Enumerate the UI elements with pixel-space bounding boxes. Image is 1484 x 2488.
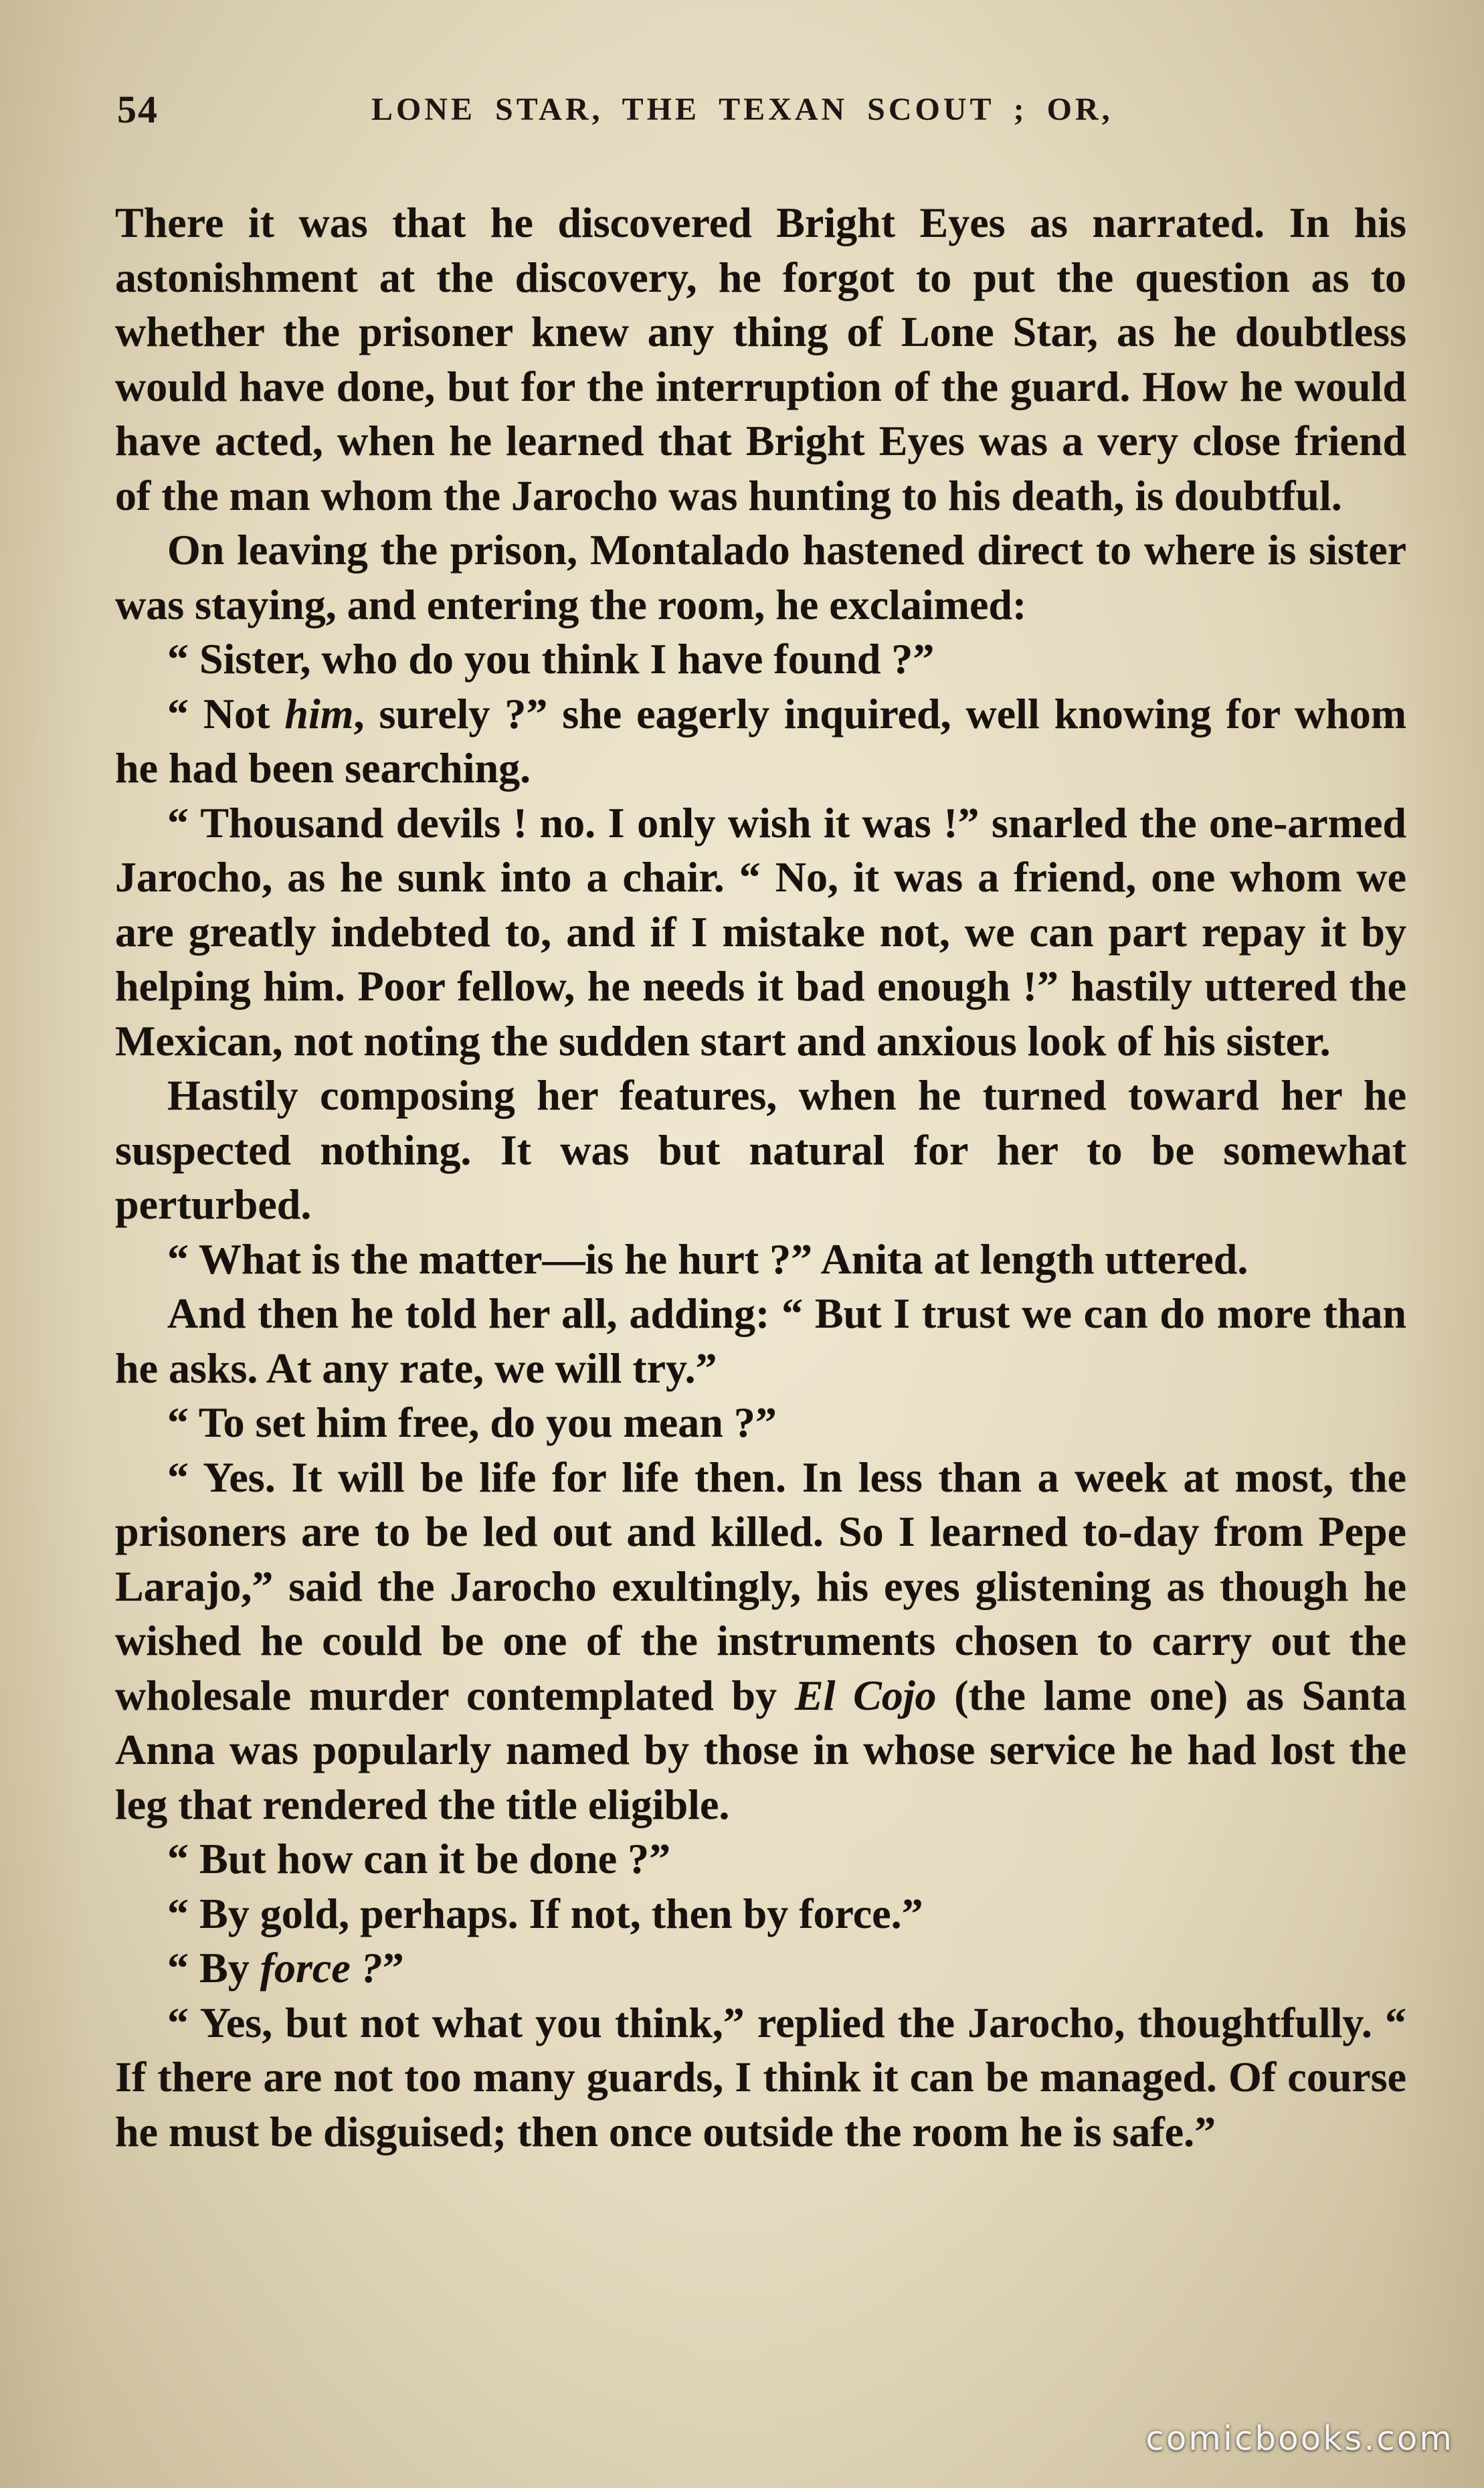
paragraph: Hastily composing her features, when he turned toward her he suspected nothing. It was but natural for her to be somewhat perturbed. — [115, 1071, 1406, 1228]
paragraph: “ But how can it be done ?” — [167, 1835, 671, 1882]
page-header — [117, 87, 1422, 147]
paragraph — [115, 687, 1406, 796]
paragraph: “ By gold, perhaps. If not, then by force.” — [167, 1889, 923, 1937]
paragraph-text: , surely ?” she eagerly inquired, well knowing for whom he had been searching. — [115, 689, 1407, 792]
paragraph: There it was that he discovered Bright Eyes as narrated. In his astonishment at the discovery, he forgot to put the question as to whether the prisoner knew any thing of Lone Star, as he doubtless would have done, but for the interruption of the guard. How he would have acted, when he learned that Bright Eyes was a very close friend of the man whom the Jarocho was hunting to his death, is doubtful. — [115, 199, 1406, 519]
paragraph-text: (the lame one) as Santa Anna was popularly named by those in whose service he had lost the leg that rendered the title eligible. — [115, 1671, 1407, 1828]
italic-word: force ? — [260, 1944, 383, 1991]
paragraph: “ Sister, who do you think I have found ?” — [167, 635, 935, 683]
paragraph — [115, 1941, 1406, 1995]
paragraph-text: “ By — [167, 1944, 260, 1991]
paragraph-text: “ Not — [167, 689, 285, 737]
paragraph-text: “ Yes. It will be life for life then. In less than a week at most, the prisoners are to be led out and killed. So I learned to-day from Pepe Larajo,” said the Jarocho exultingly, his eyes glistening as though he wished he could be one of the instruments chosen to carry out the wholesale murder contemplated by — [115, 1453, 1406, 1719]
paragraph: “ Thousand devils ! no. I only wish it was !” snarled the one-armed Jarocho, as he sunk into a chair. “ No, it was a friend, one whom we are greatly indebted to, and if I mistake not, we can part repay it by helping him. Poor fellow, he needs it bad enough !” hastily uttered the Mexican, not noting the sudden start and anxious look of his sister. — [115, 798, 1406, 1065]
italic-word: him — [284, 689, 354, 737]
paragraph — [115, 1450, 1406, 1832]
watermark: comicbooks.com — [1145, 2419, 1454, 2458]
italic-phrase: El Cojo — [794, 1671, 937, 1719]
paragraph: “ To set him free, do you mean ?” — [167, 1399, 777, 1446]
page-number: 54 — [117, 88, 159, 131]
paragraph-text: ” — [382, 1944, 404, 1991]
paragraph: On leaving the prison, Montalado hastened direct to where is sister was staying, and entering the room, he exclaimed: — [115, 526, 1406, 628]
running-head: LONE STAR, THE TEXAN SCOUT ; OR, — [371, 92, 1113, 127]
paragraph: And then he told her all, adding: “ But I trust we can do more than he asks. At any rate, we will try.” — [115, 1290, 1406, 1392]
body-text — [115, 195, 1406, 2159]
paragraph: “ Yes, but not what you think,” replied the Jarocho, thoughtfully. “ If there are not too many guards, I think it can be managed. Of course he must be disguised; then once outside the room he is safe.” — [115, 1998, 1406, 2155]
paragraph: “ What is the matter—is he hurt ?” Anita at length uttered. — [167, 1235, 1248, 1283]
